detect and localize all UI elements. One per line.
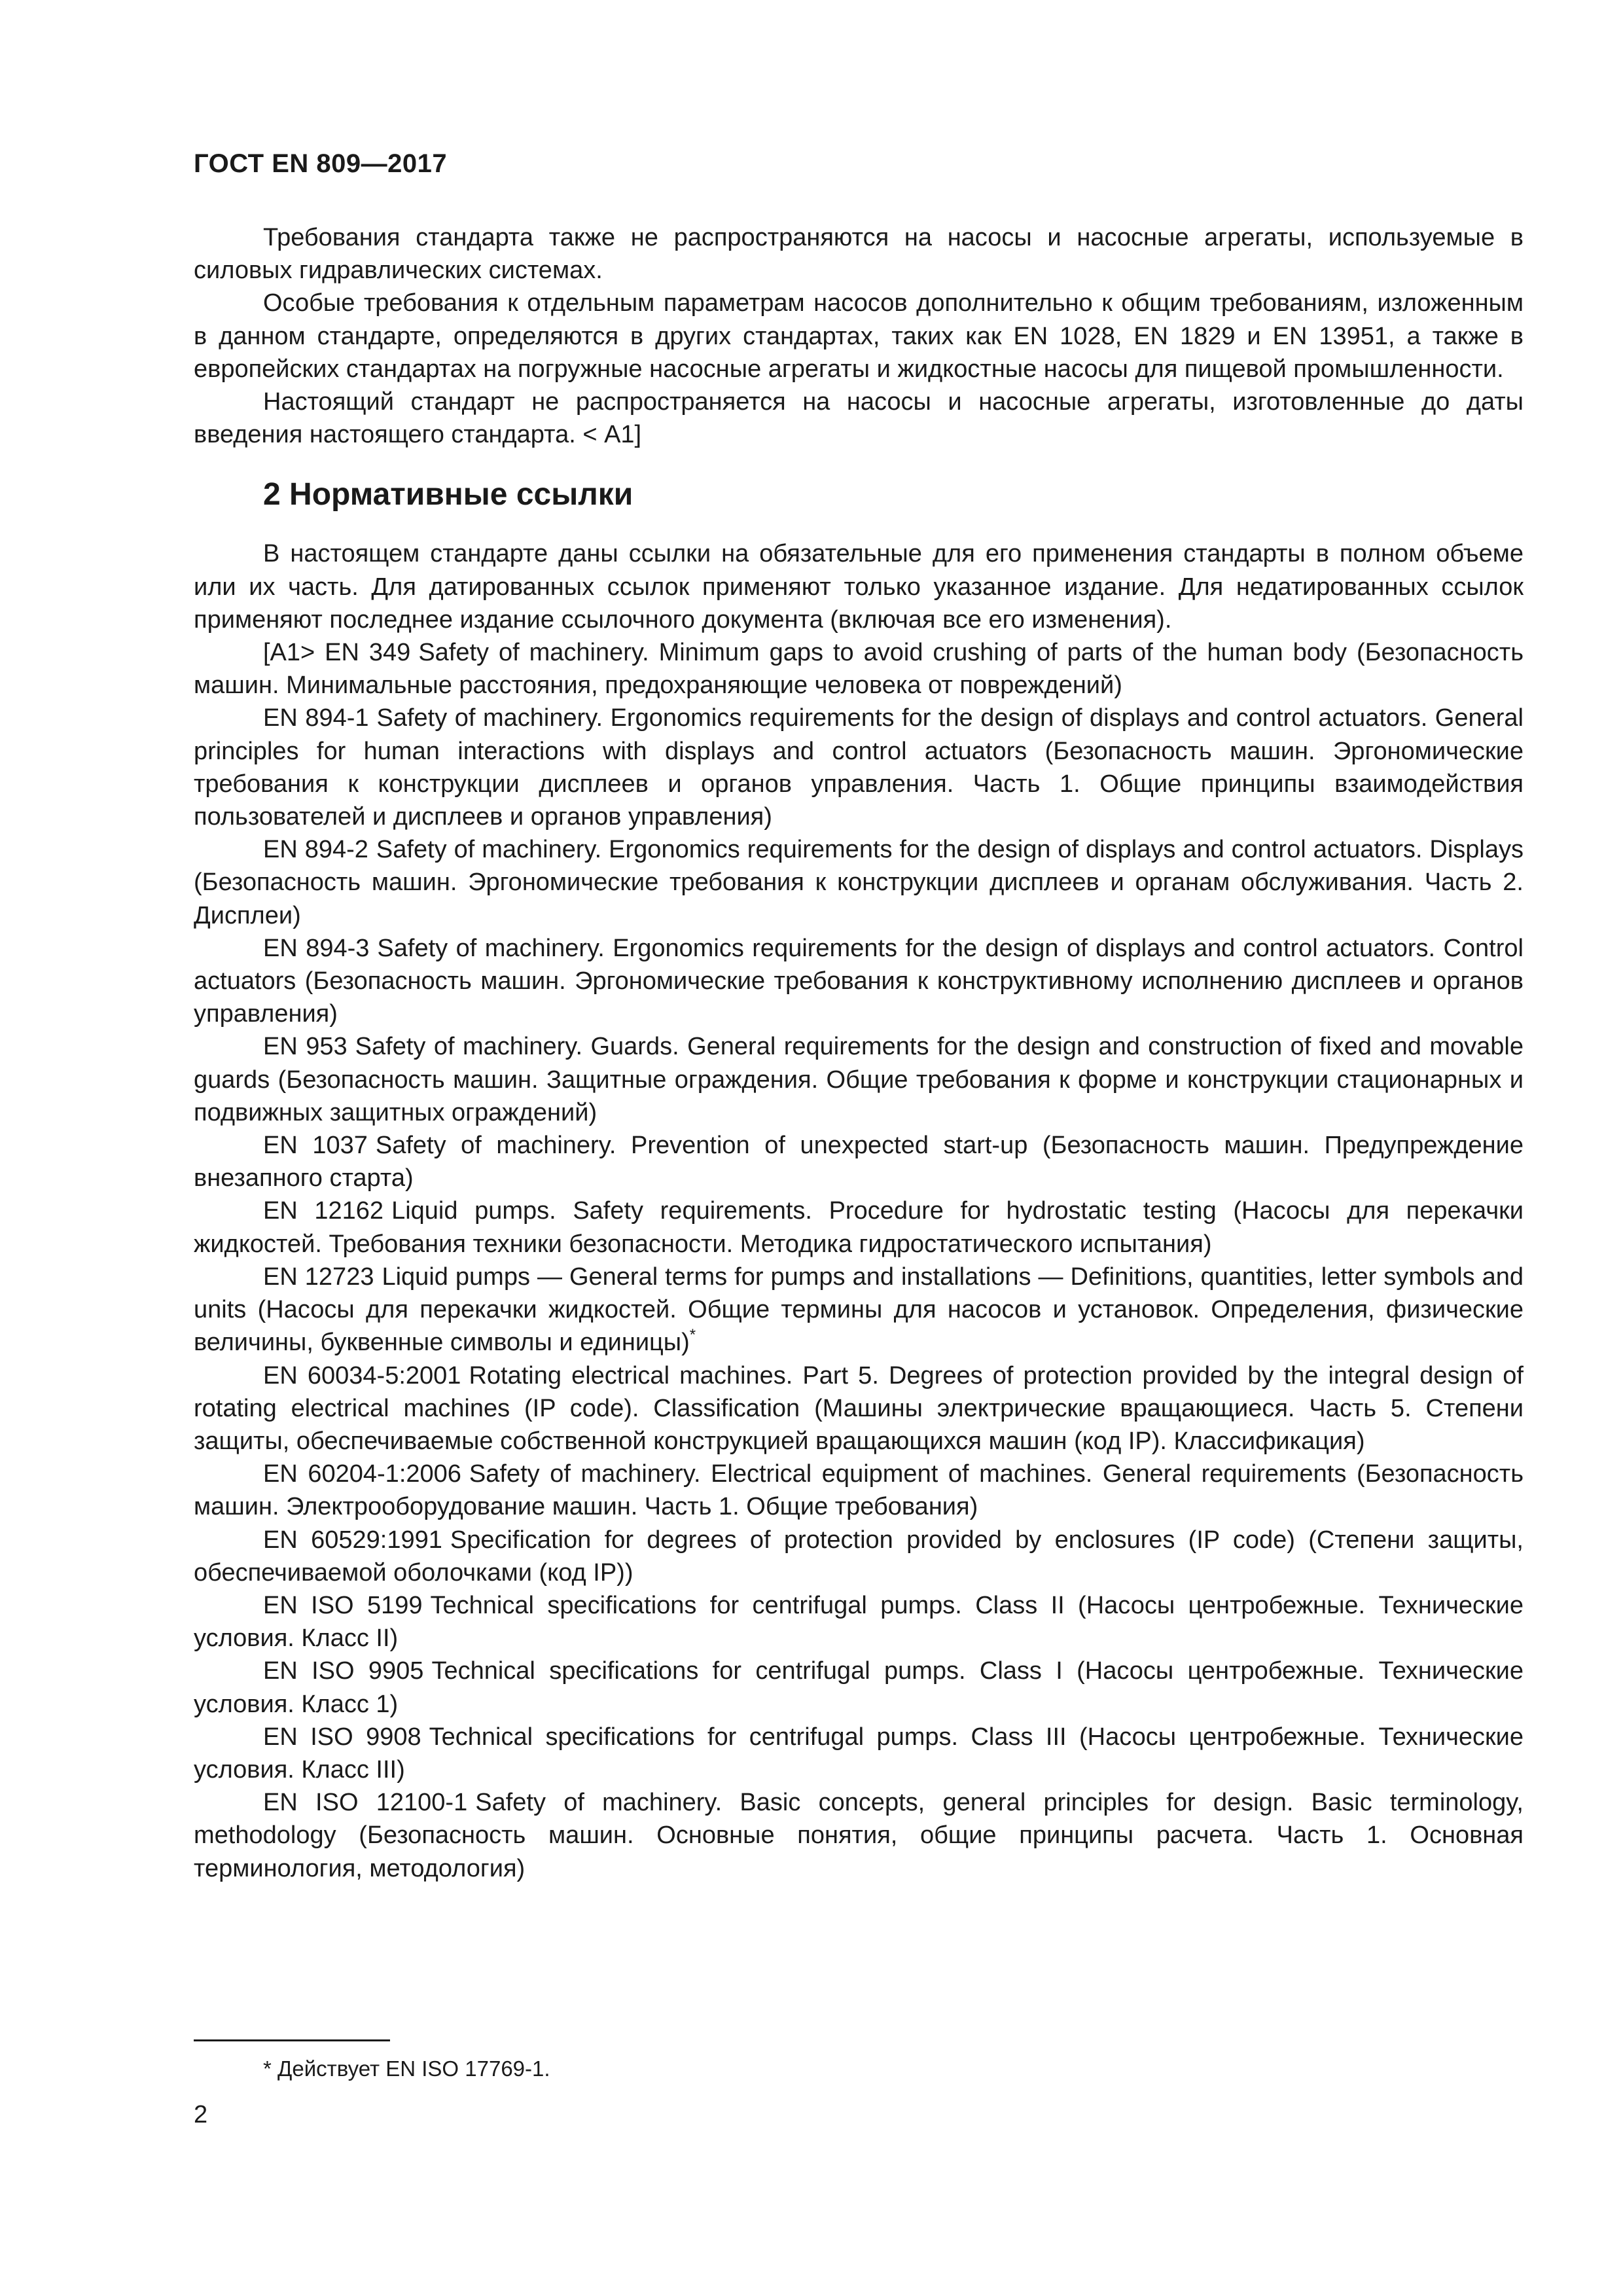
reference-en-60529 — [194, 1524, 1524, 1589]
reference-en-60034-5 — [194, 1359, 1524, 1458]
reference-text: Safety of machinery. Electrical equipment of machines. General requirements (Безопасность машин. Электрооборудование машин. Часть 1. Общие требования) — [194, 1460, 1524, 1521]
reference-text: Rotating electrical machines. Part 5. Degrees of protection provided by the integral design of rotating electrical machines (IP code). Classification (Машины электрические вращающиеся. Часть 5. Степени защиты, обеспечиваемые собственной конструкцией вращающихся машин (код IP). Классификация) — [194, 1361, 1524, 1455]
section-heading: 2 Нормативные ссылки — [263, 477, 633, 512]
reference-en-1037 — [194, 1129, 1524, 1194]
reference-code: EN 894-1 — [263, 704, 369, 732]
body-text — [194, 221, 1524, 1885]
intro-paragraph-3: Настоящий стандарт не распространяется на насосы и насосные агрегаты, изготовленные до даты введения настоящего стандарта. < A1] — [194, 388, 1524, 449]
reference-code: EN 12162 — [263, 1197, 384, 1225]
footnote-divider — [194, 2039, 390, 2041]
reference-text: Safety of machinery. Basic concepts, general principles for design. Basic terminology, methodology (Безопасность машин. Основные понятия, общие принципы расчета. Часть 1. Основная терминология, методология) — [194, 1789, 1524, 1882]
footnote-marker: * — [689, 1326, 696, 1344]
reference-en-12162 — [194, 1194, 1524, 1260]
running-header: ГОСТ EN 809—2017 — [194, 149, 448, 178]
intro-paragraph-2: Особые требования к отдельным параметрам насосов дополнительно к общим требованиям, изложенным в данном стандарте, определяются в других стандартах, таких как EN 1028, EN 1829 и EN 13951, а также в европейских стандартах на погружные насосные агрегаты и жидкостные насосы для пищевой промышленности. — [194, 289, 1524, 383]
reference-en-12723 — [194, 1261, 1524, 1359]
reference-code: EN ISO 9905 — [263, 1657, 424, 1685]
reference-text: Safety of machinery. Ergonomics requirements for the design of displays and control actuators. Displays (Безопасность машин. Эргономические требования к конструкции дисплеев и органам обслуживания. Часть 2. Дисплеи) — [194, 836, 1524, 929]
reference-text: Safety of machinery. Prevention of unexpected start-up (Безопасность машин. Предупреждение внезапного старта) — [194, 1132, 1524, 1193]
reference-code: EN 60034-5:2001 — [263, 1361, 461, 1390]
reference-en-iso-9905 — [194, 1655, 1524, 1720]
reference-text: Specification for degrees of protection provided by enclosures (IP code) (Степени защиты, обеспечиваемой оболочками (код IP)) — [194, 1526, 1524, 1587]
reference-text: Safety of machinery. Guards. General requirements for the design and construction of fixed and movable guards (Безопасность машин. Защитные ограждения. Общие требования к форме и конструкции стационарных и подвижных защитных ограждений) — [194, 1033, 1524, 1126]
reference-code: EN 12723 — [263, 1263, 374, 1291]
reference-en-iso-12100-1 — [194, 1786, 1524, 1885]
reference-en-349 — [194, 636, 1524, 702]
section-intro: В настоящем стандарте даны ссылки на обязательные для его применения стандарты в полном объеме или их часть. Для датированных ссылок применяют только указанное издание. Для недатированных ссылок применяют последнее издание ссылочного документа (включая все его изменения). — [194, 540, 1524, 634]
footnote: * Действует EN ISO 17769-1. — [263, 2056, 550, 2081]
reference-en-953 — [194, 1030, 1524, 1129]
reference-text: Liquid pumps — General terms for pumps and installations — Definitions, quantities, letter symbols and units (Насосы для перекачки жидкостей. Общие термины для насосов и установок. Определения, физические величины, буквенные символы и единицы) — [194, 1263, 1524, 1357]
reference-text: Liquid pumps. Safety requirements. Procedure for hydrostatic testing (Насосы для перекачки жидкостей. Требования техники безопасности. Методика гидростатического испытания) — [194, 1197, 1524, 1258]
reference-text: Safety of machinery. Ergonomics requirements for the design of displays and control actuators. Control actuators (Безопасность машин. Эргономические требования к конструктивному исполнению дисплеев и органов управления) — [194, 934, 1524, 1028]
reference-text: Technical specifications for centrifugal pumps. Class I (Насосы центробежные. Технические условия. Класс 1) — [194, 1657, 1524, 1718]
reference-code: [A1> EN 349 — [263, 639, 411, 667]
reference-code: EN 60529:1991 — [263, 1526, 442, 1554]
reference-code: EN ISO 5199 — [263, 1591, 423, 1619]
reference-en-894-1 — [194, 702, 1524, 833]
page-number: 2 — [194, 2101, 208, 2128]
reference-en-iso-5199 — [194, 1589, 1524, 1655]
reference-text: Safety of machinery. Ergonomics requirements for the design of displays and control actuators. General principles for human interactions with displays and control actuators (Безопасность машин. Эргономические требования к конструкции дисплеев и органов управления. Часть 1. Общие принципы взаимодействия пользователей и дисплеев и органов управления) — [194, 704, 1524, 831]
reference-en-894-3 — [194, 932, 1524, 1031]
reference-en-60204-1 — [194, 1458, 1524, 1523]
reference-en-iso-9908 — [194, 1721, 1524, 1786]
intro-paragraph-1: Требования стандарта также не распространяются на насосы и насосные агрегаты, используемые в силовых гидравлических системах. — [194, 224, 1524, 285]
reference-code: EN 60204-1:2006 — [263, 1460, 461, 1488]
reference-text: Technical specifications for centrifugal pumps. Class III (Насосы центробежные. Технические условия. Класс III) — [194, 1723, 1524, 1784]
reference-code: EN 1037 — [263, 1132, 368, 1160]
reference-code: EN ISO 12100-1 — [263, 1789, 468, 1817]
reference-text: Technical specifications for centrifugal pumps. Class II (Насосы центробежные. Технические условия. Класс II) — [194, 1591, 1524, 1653]
reference-code: EN ISO 9908 — [263, 1723, 421, 1751]
reference-en-894-2 — [194, 833, 1524, 932]
reference-code: EN 953 — [263, 1033, 348, 1061]
reference-code: EN 894-3 — [263, 934, 370, 962]
reference-code: EN 894-2 — [263, 836, 368, 864]
reference-text: Safety of machinery. Minimum gaps to avoid crushing of parts of the human body (Безопасность машин. Минимальные расстояния, предохраняющие человека от повреждений) — [194, 639, 1524, 700]
